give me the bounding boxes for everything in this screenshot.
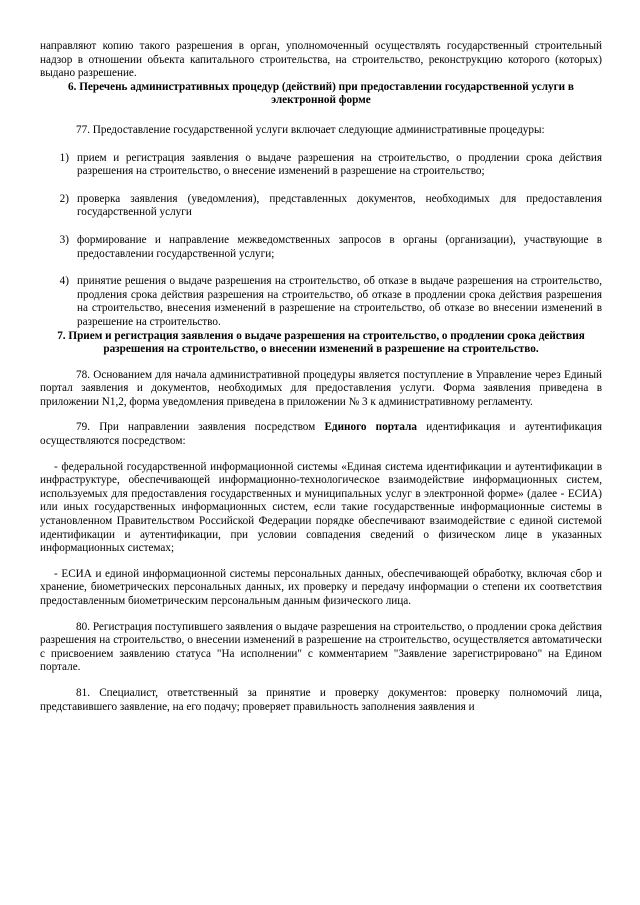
section-6-heading: 6. Перечень административных процедур (действий) при предоставлении государственной услуги в электронной форме [68, 80, 574, 107]
list-item-number: 4) [59, 275, 69, 288]
section-7-heading: 7. Прием и регистрация заявления о выдаче разрешения на строительство, о продлении срока действия разрешения на строительство, о внесении изменений в разрешение на строительство. [57, 329, 585, 356]
list-item-text: формирование и направление межведомственных запросов в органы (организации), участвующие в предоставлении государственной услуги; [77, 233, 602, 260]
paragraph-78: 78. Основанием для начала административной процедуры является поступление в Управление через Единый портал заявления и документов, необходимых для предоставления услуги. Форма заявления приведена в приложении N1,2, форма уведомления приведена в приложении № 3 к административному регламенту. [40, 368, 602, 408]
document-page [40, 40, 602, 714]
paragraph-79-bold: Единого портала [324, 421, 417, 434]
paragraph-79 [40, 421, 602, 448]
paragraph-79-start: 79. При направлении заявления посредством [76, 421, 325, 434]
list-item [40, 152, 602, 179]
paragraph-79-end: идентификация и аутентификация осуществляются посредством: [40, 421, 602, 448]
list-item-text: прием и регистрация заявления о выдаче разрешения на строительство, о продлении срока действия разрешения на строительство, о внесение изменений в разрешение на строительство; [77, 151, 602, 178]
list-item-text: принятие решения о выдаче разрешения на строительство, об отказе в выдаче разрешения на строительство, продления срока действия разрешения на строительство, об отказе в продлении срока действия разрешения на строительство, внесения изменений в разрешение на строительство, об отказе во внесении изменений в разрешение на строительство. [77, 275, 602, 328]
dash-paragraph-biometric: - ЕСИА и единой информационной системы персональных данных, обеспечивающей обработку, включая сбор и хранение, биометрических персональных данных, их проверку и передачу информации о степени их соответствия предоставленным биометрическим персональным данным физического лица. [40, 567, 602, 607]
dash-paragraph-esia: - федеральной государственной информационной системы «Единая система идентификации и аутентификации в инфраструктуре, обеспечивающей информационно-технологическое взаимодействие информационных систем, используемых для предоставления государственных и муниципальных услуг в электронной форме» (далее - ЕСИА) или иных государственных информационных систем, если такие государственные информационные системы в установленном Правительством Российской Федерации порядке обеспечивают взаимодействие с единой системой идентификации и аутентификации, при условии совпадения сведений о физическом лице в указанных информационных системах; [40, 460, 602, 555]
list-item-text: проверка заявления (уведомления), представленных документов, необходимых для предоставления государственной услуги [77, 192, 602, 219]
paragraph-77: 77. Предоставление государственной услуги включает следующие административные процедуры: [76, 123, 545, 136]
paragraph-80: 80. Регистрация поступившего заявления о выдаче разрешения на строительство, о продлении срока действия разрешения на строительство, о внесении изменений в разрешение на строительство, осуществляется автоматически с присвоением заявлению статуса "На исполнении" с комментарием "Заявление зарегистрировано" на Едином портале. [40, 620, 602, 674]
intro-paragraph: направляют копию такого разрешения в орган, уполномоченный осуществлять государственный строительный надзор в отношении объекта капитального строительства, на строительство, реконструкцию которого (которых) выдано разрешение. [40, 40, 602, 80]
list-item-number: 2) [59, 192, 69, 205]
list-item [40, 234, 602, 261]
list-item-number: 1) [59, 151, 69, 164]
list-item-number: 3) [59, 233, 69, 246]
list-item [40, 275, 602, 329]
list-item [40, 193, 602, 220]
paragraph-81: 81. Специалист, ответственный за принятие и проверку документов: проверку полномочий лица, представившего заявление, на его подачу; проверяет правильность заполнения заявления и [40, 686, 602, 713]
